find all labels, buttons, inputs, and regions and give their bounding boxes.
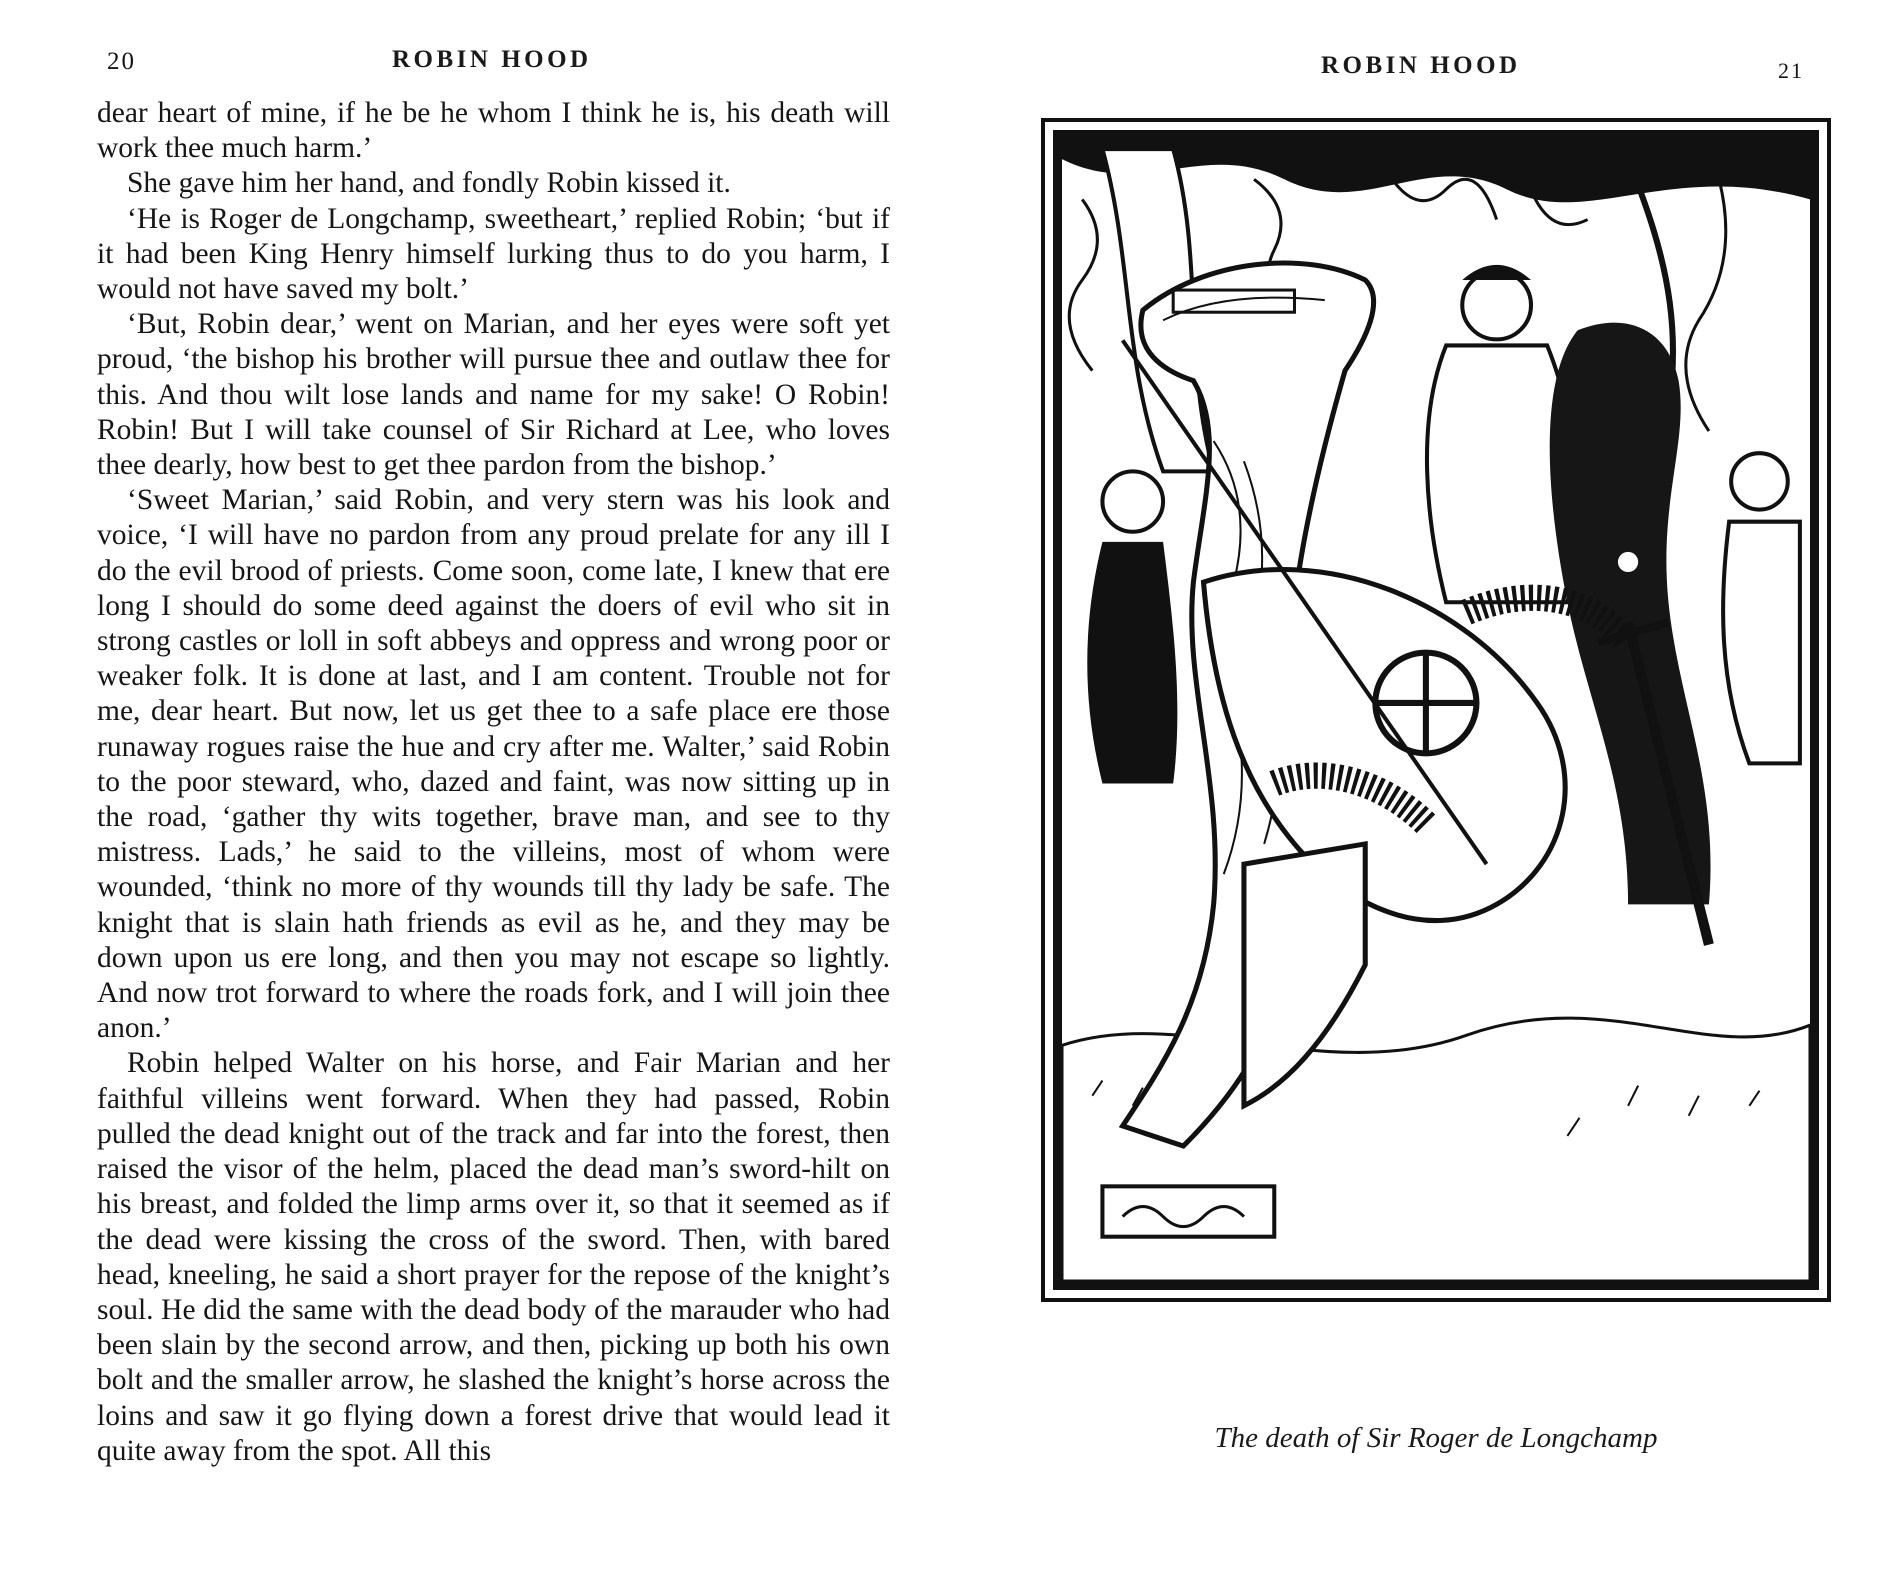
running-head-left: ROBIN HOOD (392, 46, 592, 73)
body-text (97, 96, 890, 1469)
paragraph: ‘But, Robin dear,’ went on Marian, and her eyes were soft yet proud, ‘the bishop his brother will pursue thee and outlaw thee for this. And thou wilt lose lands and name for my sake! O Robin! Robin! But I will take counsel of Sir Richard at Lee, who loves thee dearly, how best to get thee pardon from the bishop.’ (97, 308, 890, 482)
illustration-caption: The death of Sir Roger de Longchamp (1214, 1422, 1658, 1454)
right-page (945, 0, 1890, 1587)
paragraph: ‘He is Roger de Longchamp, sweetheart,’ replied Robin; ‘but if it had been King Henry himself lurking thus to do you harm, I would not have saved my bolt.’ (97, 202, 890, 306)
woodcut-illustration-icon (1053, 130, 1819, 1290)
illustration-frame (1041, 118, 1831, 1302)
paragraph: dear heart of mine, if he be he whom I think he is, his death will work thee much harm.’ (97, 97, 890, 165)
paragraph: Robin helped Walter on his horse, and Fair Marian and her faithful villeins went forward. When they had passed, Robin pulled the dead knight out of the track and far into the forest, then raised the visor of the helm, placed the dead man’s sword-hilt on his breast, and folded the limp arms over it, so that it seemed as if the dead were kissing the cross of the sword. Then, with bared head, kneeling, he said a short prayer for the repose of the knight’s soul. He did the same with the dead body of the marauder who had been slain by the second arrow, and then, picking up both his own bolt and the smaller arrow, he slashed the knight’s horse across the loins and saw it go flying down a forest drive that would lead it quite away from the spot. All this (97, 1047, 890, 1467)
paragraph: ‘Sweet Marian,’ said Robin, and very stern was his look and voice, ‘I will have no pardon from any proud prelate for any ill I do the evil brood of priests. Come soon, come late, I knew that ere long I should do some deed against the doers of evil who sit in strong castles or loll in soft abbeys and oppress and wrong poor or weaker folk. It is done at last, and I am content. Trouble not for me, dear heart. But now, let us get thee to a safe place ere those runaway rogues raise the hue and cry after me. Walter,’ said Robin to the poor steward, who, dazed and faint, was now sitting up in the road, ‘gather thy wits together, brave man, and see to thy mistress. Lads,’ he said to the villeins, most of whom were wounded, ‘think no more of thy wounds till thy lady be safe. The knight that is slain hath friends as evil as he, and they may be down upon us ere long, and then you may not escape so lightly. And now trot forward to where the roads fork, and I will join thee anon.’ (97, 484, 890, 1045)
paragraph: She gave him her hand, and fondly Robin kissed it. (127, 167, 731, 200)
page-number-right: 21 (1778, 58, 1804, 83)
illustration-drawing (1062, 139, 1810, 1281)
running-head-right: ROBIN HOOD (1321, 52, 1521, 79)
page-number-left: 20 (107, 48, 136, 75)
